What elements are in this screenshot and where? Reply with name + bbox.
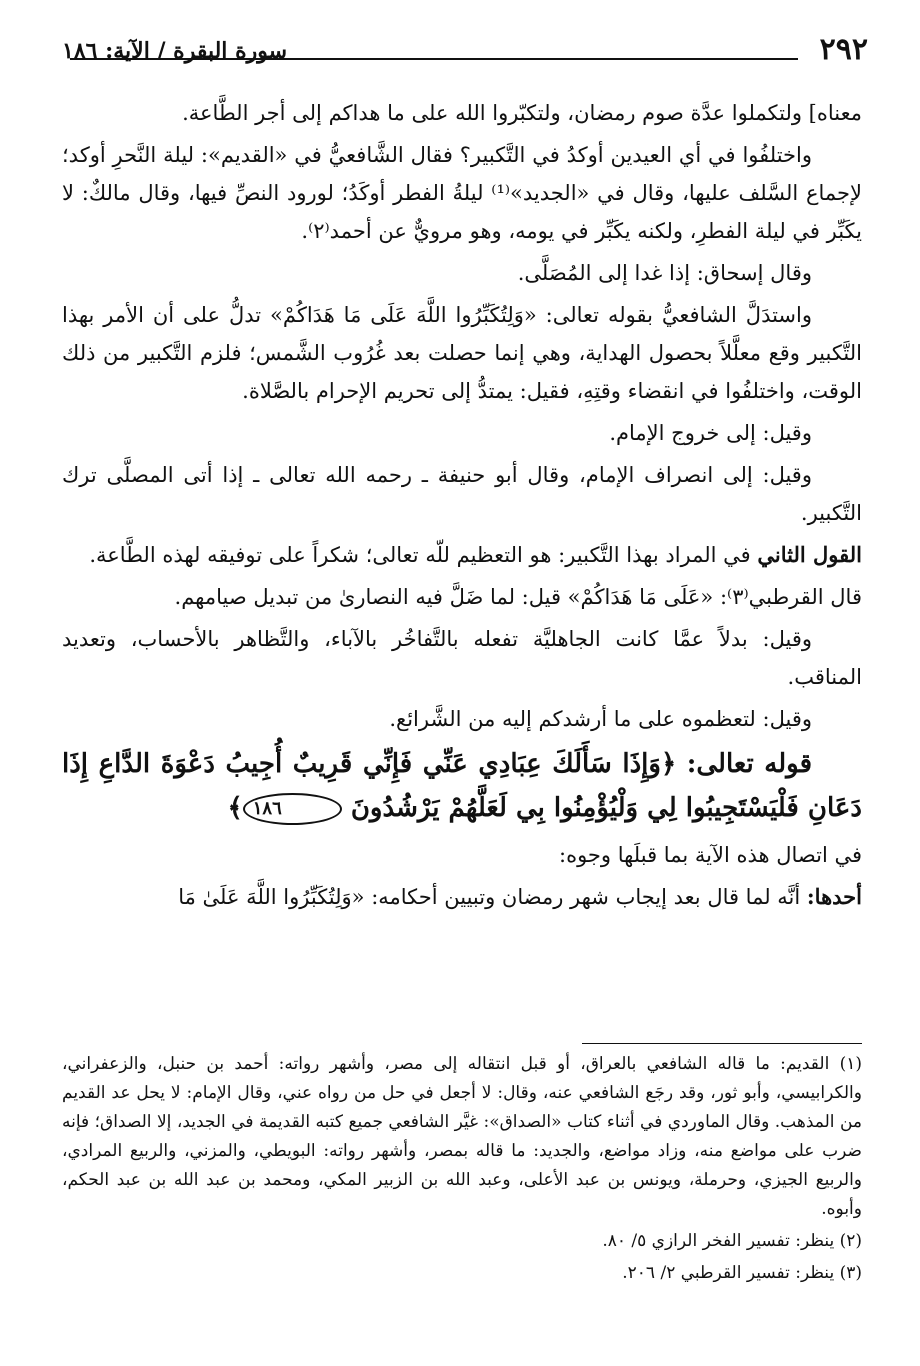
paragraph: قال القرطبي⁽٣⁾: «عَلَى مَا هَدَاكُمْ» قيل: لما ضَلَّ فيه النصارىٰ من تبديل صيامهم.	[174, 585, 862, 609]
main-text	[62, 94, 862, 920]
paragraph: في اتصال هذه الآية بما قبلَها وجوه:	[559, 843, 862, 867]
paragraph: وقيل: بدلاً عمَّا كانت الجاهليَّة تفعله بالتَّفاخُر بالآباء، والتَّظاهر بالأحساب، وتعديد المناقب.	[62, 627, 862, 689]
paragraph-rest: في المراد بهذا التَّكبير: هو التعظيم للّه تعالى؛ شكراً على توفيقه لهذه الطَّاعة.	[89, 543, 758, 567]
footnotes	[62, 1050, 862, 1291]
quran-verse	[62, 742, 862, 830]
paragraph-first-aspect	[62, 878, 862, 916]
running-title: سورة البقرة / الآية: ١٨٦	[62, 38, 288, 64]
paragraph: وقيل: إلى انصراف الإمام، وقال أبو حنيفة ـ رحمه الله تعالى ـ إذا أتى المصلَّى ترك التَّكبير.	[62, 463, 862, 525]
paragraph-second-opinion	[62, 536, 862, 574]
bold-lead: القول الثاني	[757, 542, 862, 567]
footnote-rule	[582, 1043, 862, 1044]
page-number: ٢٩٢	[819, 32, 868, 67]
paragraph: وقيل: لتعظموه على ما أرشدكم إليه من الشَّرائع.	[389, 707, 812, 731]
paragraph: معناه] ولتكملوا عدَّة صوم رمضان، ولتكبّروا الله على ما هداكم إلى أجر الطَّاعة.	[182, 101, 862, 125]
verse-text: قوله تعالى: ﴿وَإِذَا سَأَلَكَ عِبَادِي عَنِّي فَإِنِّي قَرِيبٌ أُجِيبُ دَعْوَةَ الدَّاعِ إِذَا دَعَانِ فَلْيَسْتَجِيبُوا لِي وَلْيُؤْمِنُوا بِي لَعَلَّهُمْ يَرْشُدُونَ	[62, 749, 862, 823]
footnote-3: (٣) ينظر: تفسير القرطبي ٢/ ٢٠٦.	[622, 1263, 862, 1283]
verse-close-bracket: ﴾	[227, 793, 243, 823]
paragraph: واختلفُوا في أي العيدين أوكدُ في التَّكبير؟ فقال الشَّافعيُّ في «القديم»: ليلة النَّحرِ أوكد؛ لإجماع السَّلف عليها، وقال في «الجديد»⁽¹⁾ ليلةُ الفطر أوكَدُ؛ لورود النصِّ فيها، وقال مالكٌ: لا يكَبِّر في ليلة الفطرِ، ولكنه يكَبِّر في يومه، وهو مرويٌّ عن أحمد⁽٢⁾.	[62, 143, 862, 243]
paragraph: واستدَلَّ الشافعيُّ بقوله تعالى: «وَلِتُكَبِّرُوا اللَّهَ عَلَى مَا هَدَاكُمْ» تدلُّ على أن الأمر بهذا التَّكبير وقع معلَّلاً بحصول الهداية، وهي إنما حصلت بعد غُرُوب الشَّمس؛ فلزم التَّكبير من ذلك الوقت، واختلفُوا في انقضاء وقتِهِ، فقيل: يمتدُّ إلى تحريم الإحرام بالصَّلاة.	[62, 303, 862, 403]
footnote-2: (٢) ينظر: تفسير الفخر الرازي ٥/ ٨٠.	[602, 1231, 862, 1251]
paragraph-rest: أنَّه لما قال بعد إيجاب شهر رمضان وتبيين أحكامه: «وَلِتُكَبِّرُوا اللَّهَ عَلَىٰ مَا	[178, 885, 807, 909]
page-header	[62, 30, 868, 74]
verse-number-ornament: ١٨٦	[243, 793, 342, 825]
footnote-1: (١) القديم: ما قاله الشافعي بالعراق، أو قبل انتقاله إلى مصر، وأشهر رواته: أحمد بن حنبل، والزعفراني، والكرابيسي، وأبو ثور، وقد رجَع الشافعي عنه، وقال: لا أجعل في حل من رواه عني، وقال الإمام: لا يحل عد القديم من المذهب. وقال الماوردي في أثناء كتاب «الصداق»: غيَّر الشافعي جميع كتبه القديمة في الجديد، إلا الصداق؛ فإنه ضرب على مواضع منه، وزاد مواضع، والجديد: ما قاله بمصر، وأشهر رواته: البويطي، والمزني، والربيع المرادي، والربيع الجيزي، وحرملة، ويونس بن عبد الأعلى، وعبد الله بن الزبير المكي، ومحمد بن عبد الله بن عبد الحكم، وأبوه.	[62, 1054, 862, 1219]
paragraph: وقال إسحاق: إذا غدا إلى المُصَلَّى.	[517, 261, 812, 285]
paragraph: وقيل: إلى خروج الإمام.	[609, 421, 812, 445]
bold-lead: أحدها:	[806, 884, 862, 909]
